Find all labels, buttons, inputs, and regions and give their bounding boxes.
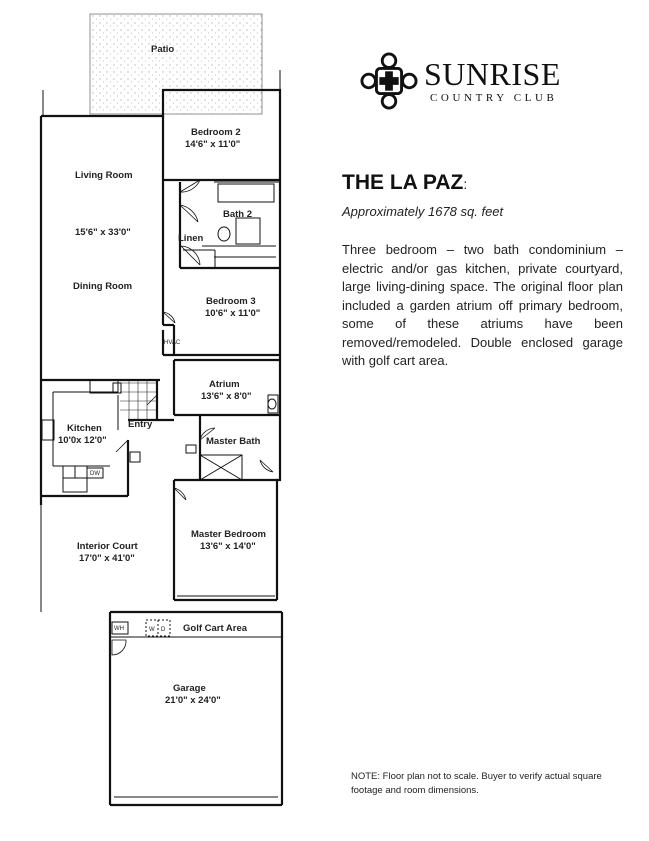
dishwasher-label: DW (90, 471, 100, 477)
bedroom3-dims: 10'6" x 11'0" (205, 308, 261, 319)
entry-label: Entry (128, 419, 153, 430)
bedroom2-dims: 14'6" x 11'0" (185, 139, 241, 150)
model-description: Three bedroom – two bath condominium – electric and/or gas kitchen, private courtyard, large living-dining space. The original floor plan included a garden atrium off primary bedroom, some of these atriums have been removed/remodeled. Double enclosed garage with golf cart area. (342, 242, 623, 368)
dining-room-name: Dining Room (73, 281, 133, 292)
garage-name: Garage (173, 683, 206, 694)
disclaimer-note: NOTE: Floor plan not to scale. Buyer to verify actual square footage and room dimensions. (351, 771, 602, 796)
ornamental-knot-icon (360, 52, 418, 110)
linen-label: Linen (178, 233, 204, 244)
living-room-name: Living Room (75, 170, 133, 181)
master-bedroom-dims: 13'6" x 14'0" (200, 541, 256, 552)
kitchen-name: Kitchen (67, 423, 102, 434)
water-heater-label: WH (114, 626, 124, 632)
brand-name: SUNRISE (424, 56, 561, 92)
interior-court-dims: 17'0" x 41'0" (79, 553, 135, 564)
living-room-dims: 15'6" x 33'0" (75, 227, 131, 238)
master-bedroom-name: Master Bedroom (191, 529, 266, 540)
garage-dims: 21'0" x 24'0" (165, 695, 221, 706)
atrium-name: Atrium (209, 379, 240, 390)
interior-walls (163, 116, 280, 600)
atrium-dims: 13'6" x 8'0" (201, 391, 252, 402)
bath2-label: Bath 2 (223, 209, 253, 220)
master-bath-label: Master Bath (206, 436, 261, 447)
square-footage: Approximately 1678 sq. feet (342, 204, 504, 219)
kitchen-dims: 10'0x 12'0" (58, 435, 107, 446)
brand-logo (360, 52, 590, 122)
dryer-label: D (161, 627, 166, 633)
hvac-label: HVAC (164, 340, 181, 346)
patio-area (43, 14, 280, 116)
golf-cart-area-label: Golf Cart Area (183, 623, 248, 634)
bedroom2-name: Bedroom 2 (191, 127, 241, 138)
title-colon: : (463, 176, 468, 192)
bedroom3-name: Bedroom 3 (206, 296, 256, 307)
brand-subtitle: COUNTRY CLUB (430, 92, 558, 104)
washer-label: W (149, 627, 155, 633)
patio-label: Patio (151, 44, 175, 55)
model-title: THE LA PAZ: (342, 171, 468, 194)
outer-walls (41, 90, 282, 805)
interior-court-name: Interior Court (77, 541, 138, 552)
door-swings (112, 180, 273, 655)
